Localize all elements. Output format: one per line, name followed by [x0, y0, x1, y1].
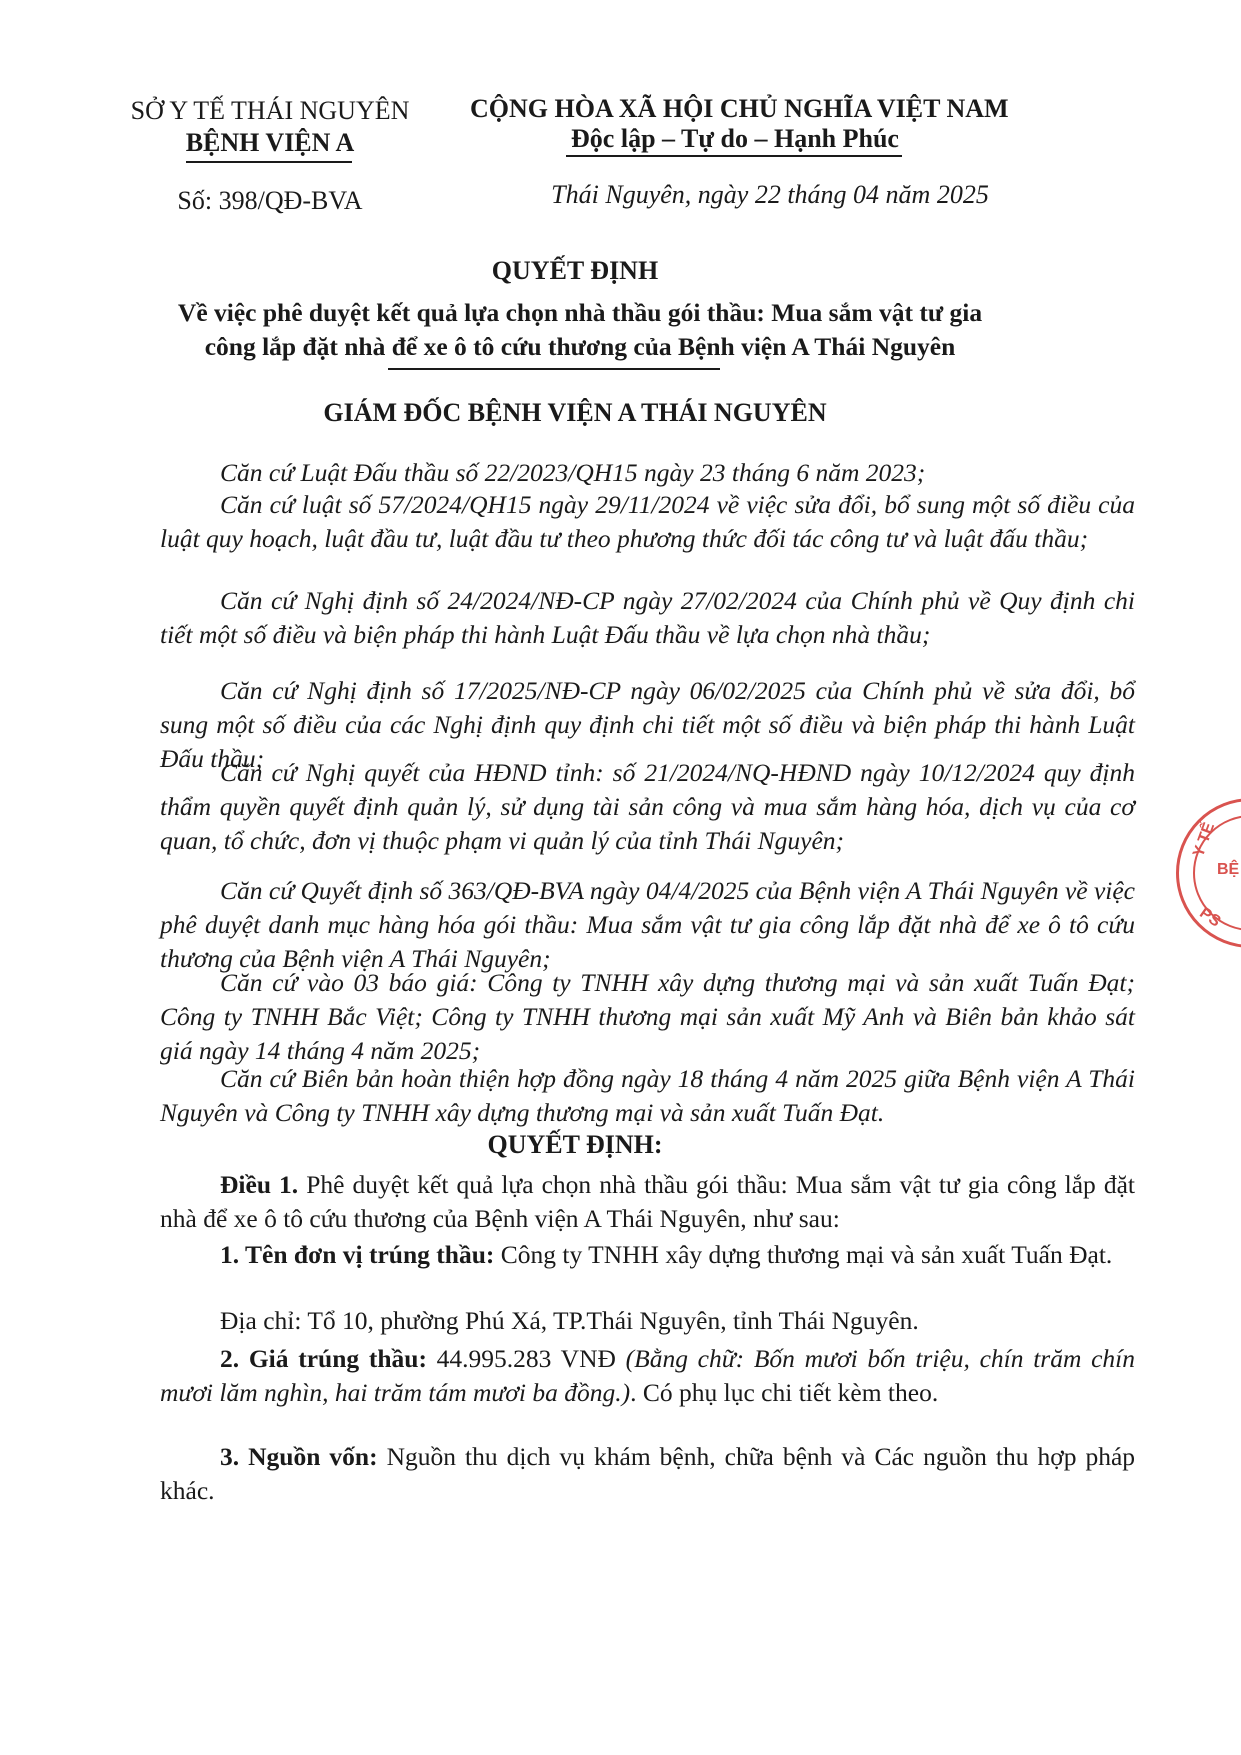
- official-stamp: [1176, 798, 1241, 948]
- item-3-funding: [160, 1440, 1135, 1508]
- subject-line-2: công lắp đặt nhà để xe ô tô cứu thương của Bệnh viện A Thái Nguyên: [204, 332, 956, 361]
- item-1-label: 1. Tên đơn vị trúng thầu:: [220, 1240, 495, 1269]
- stamp-text-right: BỆ: [1217, 861, 1240, 878]
- unit-name: BỆNH VIỆN A: [185, 128, 355, 157]
- subject-underline: [388, 368, 720, 370]
- item-2-words: (Bằng chữ: Bốn mươi bốn triệu, chín trăm chín mươi lăm nghìn, hai trăm tám mươi ba đồng.): [160, 1344, 1135, 1407]
- place-date: Thái Nguyên, ngày 22 tháng 04 năm 2025: [551, 180, 989, 209]
- agency-name: SỞ Y TẾ THÁI NGUYÊN: [130, 96, 410, 125]
- motto-underline: [566, 155, 902, 157]
- basis-2: Căn cứ luật số 57/2024/QH15 ngày 29/11/2024 về việc sửa đổi, bổ sung một số điều của luật quy hoạch, luật đầu tư, luật đầu tư theo phương thức đối tác công tư và luật đấu thầu;: [160, 490, 1135, 553]
- country-name: CỘNG HÒA XÃ HỘI CHỦ NGHĨA VIỆT NAM: [470, 94, 1009, 123]
- basis-5: Căn cứ Nghị quyết của HĐND tỉnh: số 21/2024/NQ-HĐND ngày 10/12/2024 quy định thẩm quyền quyết định quản lý, sử dụng tài sản công và mua sắm hàng hóa, dịch vụ của cơ quan, tổ chức, đơn vị thuộc phạm vi quản lý của tỉnh Thái Nguyên;: [160, 758, 1135, 855]
- item-2-tail: . Có phụ lục chi tiết kèm theo.: [630, 1378, 939, 1407]
- item-3-text: Nguồn thu dịch vụ khám bệnh, chữa bệnh và Các nguồn thu hợp pháp khác.: [160, 1442, 1136, 1505]
- basis-4: Căn cứ Nghị định số 17/2025/NĐ-CP ngày 06/02/2025 của Chính phủ về sửa đổi, bổ sung một số điều của các Nghị định quy định chi tiết một số điều và biện pháp thi hành Luật Đấu thầu;: [160, 676, 1135, 773]
- basis-6: Căn cứ Quyết định số 363/QĐ-BVA ngày 04/4/2025 của Bệnh viện A Thái Nguyên về việc phê duyệt danh mục hàng hóa gói thầu: Mua sắm vật tư gia công lắp đặt nhà để xe ô tô cứu thương của Bệnh viện A Thái Nguyên;: [160, 876, 1135, 973]
- item-2-price: [160, 1342, 1135, 1410]
- decision-heading: QUYẾT ĐỊNH:: [487, 1130, 663, 1159]
- stamp-text-top: Y TẾ: [1190, 820, 1219, 860]
- winner-address: Địa chỉ: Tổ 10, phường Phú Xá, TP.Thái Nguyên, tỉnh Thái Nguyên.: [220, 1306, 919, 1335]
- unit-underline: [186, 161, 352, 163]
- article-1-label: Điều 1.: [220, 1170, 299, 1199]
- item-1-winner: [160, 1238, 1135, 1272]
- item-2-amount: 44.995.283 VNĐ: [436, 1344, 616, 1373]
- doc-number: Số: 398/QĐ-BVA: [177, 186, 363, 215]
- decision-title: QUYẾT ĐỊNH: [491, 256, 659, 285]
- national-motto: Độc lập – Tự do – Hạnh Phúc: [571, 124, 899, 153]
- subject-line-1: Về việc phê duyệt kết quả lựa chọn nhà thầu gói thầu: Mua sắm vật tư gia: [177, 298, 983, 327]
- item-1-text: Công ty TNHH xây dựng thương mại và sản xuất Tuấn Đạt.: [500, 1240, 1113, 1269]
- basis-7: Căn cứ vào 03 báo giá: Công ty TNHH xây dựng thương mại và sản xuất Tuấn Đạt; Công ty TNHH Bắc Việt; Công ty TNHH thương mại sản xuất Mỹ Anh và Biên bản khảo sát giá ngày 14 tháng 4 năm 2025;: [160, 968, 1135, 1065]
- basis-8: Căn cứ Biên bản hoàn thiện hợp đồng ngày 18 tháng 4 năm 2025 giữa Bệnh viện A Thái Nguyên và Công ty TNHH xây dựng thương mại và sản xuất Tuấn Đạt.: [160, 1064, 1135, 1127]
- article-1-text: Phê duyệt kết quả lựa chọn nhà thầu gói thầu: Mua sắm vật tư gia công lắp đặt nhà để xe ô tô cứu thương của Bệnh viện A Thái Nguyên, như sau:: [160, 1170, 1136, 1233]
- article-1: [160, 1168, 1135, 1236]
- stamp-text-bottom: PS: [1196, 904, 1224, 931]
- item-3-label: 3. Nguồn vốn:: [220, 1442, 378, 1471]
- basis-1: Căn cứ Luật Đấu thầu số 22/2023/QH15 ngày 23 tháng 6 năm 2023;: [220, 458, 926, 487]
- item-2-label: 2. Giá trúng thầu:: [220, 1344, 427, 1373]
- authority-title: GIÁM ĐỐC BỆNH VIỆN A THÁI NGUYÊN: [323, 398, 827, 427]
- basis-3: Căn cứ Nghị định số 24/2024/NĐ-CP ngày 27/02/2024 của Chính phủ về Quy định chi tiết một số điều và biện pháp thi hành Luật Đấu thầu về lựa chọn nhà thầu;: [160, 586, 1135, 649]
